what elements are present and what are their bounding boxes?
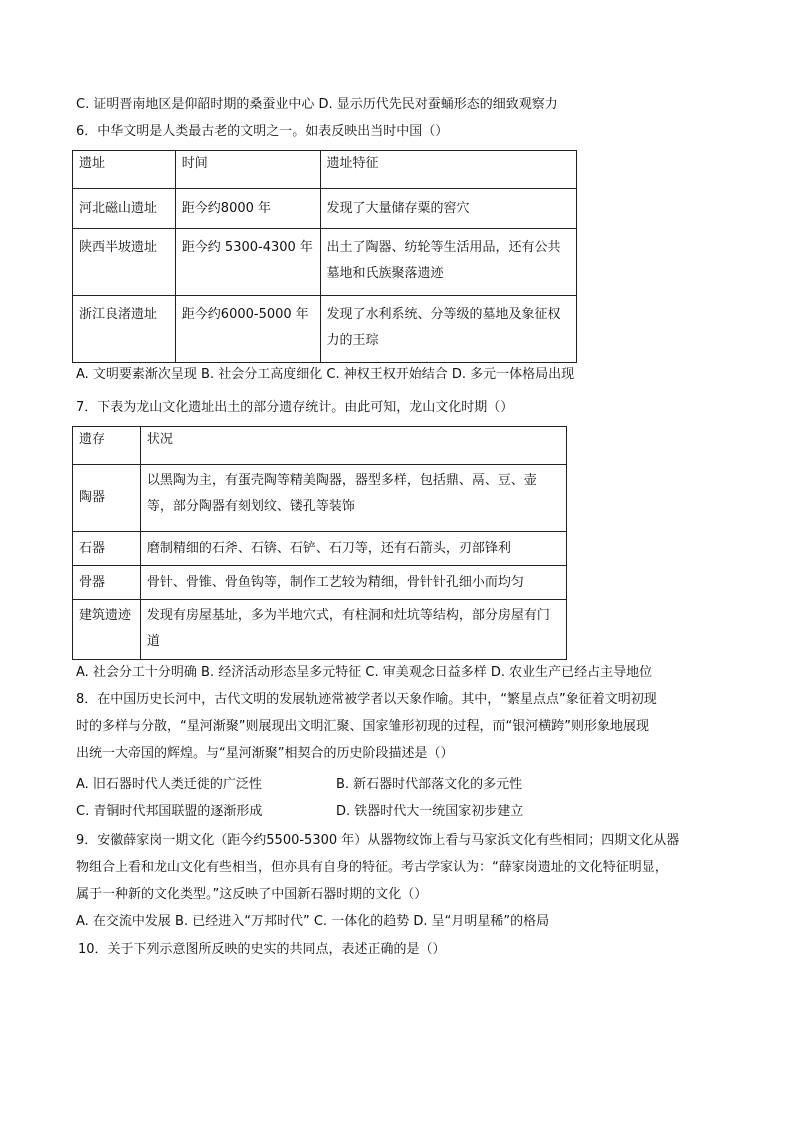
q6-cell: 发现了大量储存粟的窖穴 xyxy=(320,189,576,229)
q5-options-cd xyxy=(76,95,558,115)
table-row xyxy=(73,532,567,566)
q8-line3: 出统一大帝国的辉煌。与“星河渐聚”相契合的历史阶段描述是（） xyxy=(76,746,454,761)
table-row xyxy=(73,600,567,660)
q9-options: A. 在交流中发展 B. 已经进入“万邦时代” C. 一体化的趋势 D. 呈“月明星稀”的格局 xyxy=(76,914,550,929)
q8-option-d: D. 铁器时代大一统国家初步建立 xyxy=(336,804,524,819)
q9-line1: 9．安徽薛家岗一期文化（距今约5500-5300 年）从器物纹饰上看与马家浜文化有些相同；四期文化从器 xyxy=(76,833,680,848)
q7-cell: 建筑遗迹 xyxy=(73,600,141,660)
q9-line3: 属于一种新的文化类型。”这反映了中国新石器时期的文化（） xyxy=(76,887,428,902)
q7-cell: 石器 xyxy=(73,532,141,566)
table-row xyxy=(73,229,577,296)
table-row xyxy=(73,296,577,363)
table-row xyxy=(73,566,567,600)
q6-header-time: 时间 xyxy=(175,151,320,189)
q7-cell: 陶器 xyxy=(73,465,141,532)
q7-cell: 骨针、骨锥、骨鱼钩等，制作工艺较为精细，骨针针孔细小而均匀 xyxy=(140,566,566,600)
q6-cell: 河北磁山遗址 xyxy=(73,189,176,229)
q7-table xyxy=(72,426,567,660)
q8-line1: 8．在中国历史长河中，古代文明的发展轨迹常被学者以天象作喻。其中，“繁星点点”象征着文明初现 xyxy=(76,692,657,707)
q6-cell: 距今约 5300-4300 年 xyxy=(175,229,320,296)
q9-line2: 物组合上看和龙山文化有些相当，但亦具有自身的特征。考古学家认为：“薛家岗遗址的文化特征明显， xyxy=(76,860,668,875)
table-row xyxy=(73,465,567,532)
q6-table xyxy=(72,150,577,363)
q7-options: A. 社会分工十分明确 B. 经济活动形态呈多元特征 C. 审美观念日益多样 D. 农业生产已经占主导地位 xyxy=(76,665,653,680)
q7-cell: 骨器 xyxy=(73,566,141,600)
q8-option-a: A. 旧石器时代人类迁徙的广泛性 xyxy=(76,777,262,792)
q6-cell: 发现了水利系统、分等级的墓地及象征权力的王琮 xyxy=(320,296,576,363)
q7-header-status: 状况 xyxy=(140,427,566,465)
q6-cell: 浙江良渚遗址 xyxy=(73,296,176,363)
q8-line2: 时的多样与分散，“星河渐聚”则展现出文明汇聚、国家雏形初现的过程，而“银河横跨”则形象地展现 xyxy=(76,719,649,734)
q6-header-site: 遗址 xyxy=(73,151,176,189)
q8-option-b: B. 新石器时代部落文化的多元性 xyxy=(336,777,523,792)
q6-cell: 距今约8000 年 xyxy=(175,189,320,229)
q6-cell: 距今约6000-5000 年 xyxy=(175,296,320,363)
q6-table-header-row xyxy=(73,151,577,189)
q6-header-features: 遗址特征 xyxy=(320,151,576,189)
q7-stem: 7．下表为龙山文化遗址出土的部分遗存统计。由此可知，龙山文化时期（） xyxy=(76,400,514,415)
q5-option-d: D. 显示历代先民对蚕蛹形态的细致观察力 xyxy=(318,97,558,112)
q7-cell: 以黑陶为主，有蛋壳陶等精美陶器，器型多样，包括鼎、鬲、豆、壶等，部分陶器有刻划纹、镂孔等装饰 xyxy=(140,465,566,532)
q7-header-remains: 遗存 xyxy=(73,427,141,465)
q7-table-header-row xyxy=(73,427,567,465)
table-row xyxy=(73,189,577,229)
q5-option-c: C. 证明晋南地区是仰韶时期的桑蚕业中心 xyxy=(76,97,315,112)
q6-cell: 陕西半坡遗址 xyxy=(73,229,176,296)
q6-options: A. 文明要素渐次呈现 B. 社会分工高度细化 C. 神权王权开始结合 D. 多元一体格局出现 xyxy=(76,367,575,382)
q8-option-c: C. 青铜时代邦国联盟的逐渐形成 xyxy=(76,804,263,819)
q6-stem: 6．中华文明是人类最古老的文明之一。如表反映出当时中国（） xyxy=(76,124,449,139)
q6-cell: 出土了陶器、纺轮等生活用品，还有公共墓地和氏族聚落遗迹 xyxy=(320,229,576,296)
q7-cell: 发现有房屋基址，多为半地穴式，有柱洞和灶坑等结构，部分房屋有门道 xyxy=(140,600,566,660)
q10-stem: 10．关于下列示意图所反映的史实的共同点，表述正确的是（） xyxy=(78,942,446,957)
q7-cell: 磨制精细的石斧、石锛、石铲、石刀等，还有石箭头，刃部锋利 xyxy=(140,532,566,566)
